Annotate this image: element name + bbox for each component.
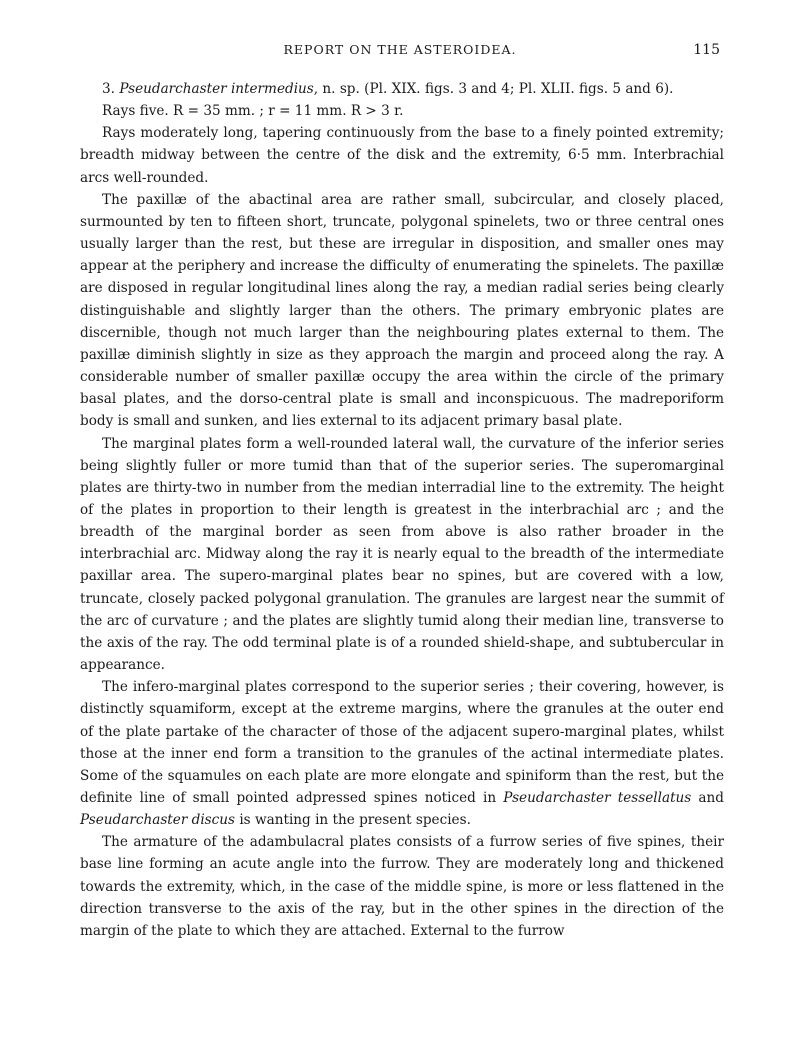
paragraph-paxillae: The paxillæ of the abactinal area are rather small, subcircular, and closely placed, surmounted by ten to fifteen short, truncate, polygonal spinelets, two or three central ones usually larger than the rest, but these are irregular in disposition, and smaller ones may appear at the periphery and increase the difficulty of enumerating the spinelets. The paxillæ are disposed in regular longitudinal lines along the ray, a median radial series being clearly distinguishable and slightly larger than the others. The primary embryonic plates are discernible, though not much larger than the neighbouring plates external to them. The paxillæ diminish slightly in size as they approach the margin and proceed along the ray. A considerable number of smaller paxillæ occupy the area within the circle of the primary basal plates, and the dorso-central plate is small and inconspicuous. The madreporiform body is small and sunken, and lies external to its adjacent primary basal plate. — [80, 191, 724, 430]
p4-text-end: is wanting in the present species. — [235, 812, 471, 829]
running-title: REPORT ON THE ASTEROIDEA. — [283, 42, 517, 57]
paragraph-infero-marginal — [80, 676, 724, 831]
page-number: 115 — [693, 42, 720, 58]
p4-text-start: The infero-marginal plates correspond to the superior series ; their covering, however, is distinctly squamiform, except at the extreme margins, where the granules at the outer end of the plate partake of the character of those of the adjacent supero-marginal plates, whilst those at the inner end form a transition to the granules of the actinal intermediate plates. Some of the squamules on each plate are more elongate and spiniform than the rest, but the definite line of small pointed adpressed spines noticed in — [80, 679, 724, 806]
species-heading — [80, 78, 724, 100]
paragraph-adambulacral: The armature of the adambulacral plates consists of a furrow series of five spines, their base line forming an acute angle into the furrow. They are moderately long and thickened towards the extremity, which, in the case of the middle spine, is more or less flattened in the direction transverse to the axis of the ray, but in the other spines in the direction of the margin of the plate to which they are attached. External to the furrow — [80, 834, 724, 939]
running-head — [80, 42, 720, 62]
p4-text-and: and — [691, 790, 724, 806]
paragraph-rays: Rays moderately long, tapering continuously from the base to a finely pointed extremity; breadth midway between the centre of the disk and the extremity, 6·5 mm. Interbrachial arcs well-rounded. — [80, 125, 724, 186]
measurements: Rays five. R = 35 mm. ; r = 11 mm. R > 3 r. — [102, 103, 404, 120]
species-reference-tessellatus: Pseudarchaster tessellatus — [503, 790, 692, 806]
species-name: Pseudarchaster intermedius — [119, 81, 314, 97]
species-reference-discus: Pseudarchaster discus — [80, 812, 236, 829]
paragraph-marginal-plates: The marginal plates form a well-rounded lateral wall, the curvature of the inferior series being slightly fuller or more tumid than that of the superior series. The superomarginal plates are thirty-two in number from the median interradial line to the extremity. The height of the plates in proportion to their length is greatest in the interbrachial arc ; and the breadth of the marginal border as seen from above is also rather broader in the interbrachial arc. Midway along the ray it is nearly equal to the breadth of the intermediate paxillar area. The supero-marginal plates bear no spines, but are covered with a low, truncate, closely packed polygonal granulation. The granules are largest near the summit of the arc of curvature ; and the plates are slightly tumid along their median line, transverse to the axis of the ray. The odd terminal plate is of a rounded shield-shape, and subtubercular in appearance. — [80, 435, 724, 674]
species-number: 3. — [102, 81, 115, 97]
body-text — [80, 78, 724, 942]
species-designation: , n. sp. (Pl. XIX. figs. 3 and 4; Pl. XLII. figs. 5 and 6). — [313, 81, 674, 97]
